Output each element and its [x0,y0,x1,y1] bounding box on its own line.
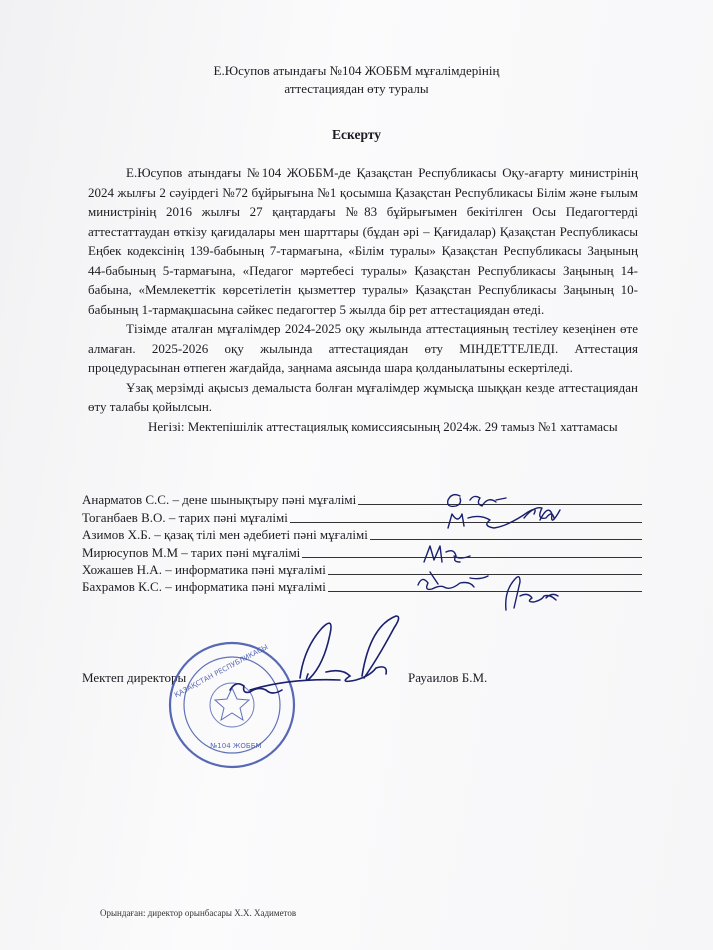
teacher-signature-4 [424,546,470,562]
basis-line: Негізі: Мектепішілік аттестациялық комиссиясының 2024ж. 29 тамыз №1 хаттамасы [148,418,618,434]
director-name: Рауаилов Б.М. [408,670,488,685]
teacher-name: Анарматов С.С. – дене шынықтыру пәні мұғалімі [82,492,357,508]
paragraph-2: Тізімде аталған мұғалімдер 2024-2025 оқу жылында аттестацияның тестілеу кезеңінен өте алмаған. 2025-2026 оқу жылында аттестациядан өту МІНДЕТТЕЛЕДІ. Аттестация процедурасынан өтпеген жағдайда, заңнама аясында шара қолданылатыны ескертіледі. [88,321,638,375]
paragraph-1: Е.Юсупов атындағы №104 ЖОББМ-де Қазақстан Республикасы Оқу-ағарту министрінің 2024 жылғы 2 сәуірдегі №72 бұйрығына №1 қосымша Қазақстан Республикасы Білім және ғылым министрінің 2016 жылғы 27 қаңтардағы №83 бұйрығымен бекітілген Осы Педагогтерді аттестаттаудан өткізу қағидалары мен шарттары (бұдан әрі – Қағидалар) Қазақстан Республикасы Еңбек кодексінің 139-бабының 7-тармағына, «Білім туралы» Қазақстан Республикасы Заңының 44-бабының 5-тармағына, «Педагог мәртебесі туралы» Қазақстан Республикасы Заңының 14-бабына, «Мемлекеттік көрсетілетін қызметтер туралы» Қазақстан Республикасы Заңының 10-бабының 1-тармақшасына сәйкес педагогтер 5 жылда бір рет аттестациядан өтеді. [88,165,638,317]
stamp-inner-text: №104 ЖОББМ [210,742,262,750]
paragraph-3: Ұзақ мерзімді ақысыз демалыста болған мұғалімдер жұмысқа шыққан кезде аттестациядан өту талабы қойылсын. [88,379,638,414]
document-title: Ескерту [332,127,381,142]
header-line-2: аттестациядан өту туралы [284,81,429,96]
teacher-name: Азимов Х.Б. – қазақ тілі мен әдебиеті пәні мұғалімі [82,527,368,543]
teacher-name: Мирюсупов М.М – тарих пәні мұғалімі [82,544,301,560]
teacher-signature-5 [418,572,488,589]
director-label: Мектеп директоры [82,670,187,685]
teacher-signature-3 [524,508,554,519]
stamp-outer-text: ҚАЗАҚСТАН РЕСПУБЛИКАСЫ [173,643,270,700]
teacher-signature-6 [506,577,558,610]
teacher-name: Хожашев Н.А. – информатика пәні мұғалімі [82,561,326,577]
teacher-name: Тоганбаев В.О. – тарих пәні мұғалімі [82,509,288,525]
school-stamp [170,643,294,767]
teacher-name: Бахрамов К.С. – информатика пәні мұғалімі [82,579,326,595]
teacher-signature-1 [448,495,506,507]
footer-executor: Орындаған: директор орынбасары Х.Х. Хадиметов [100,908,297,918]
header-line-1: Е.Юсупов атындағы №104 ЖОББМ мұғалімдерінің [213,63,500,78]
